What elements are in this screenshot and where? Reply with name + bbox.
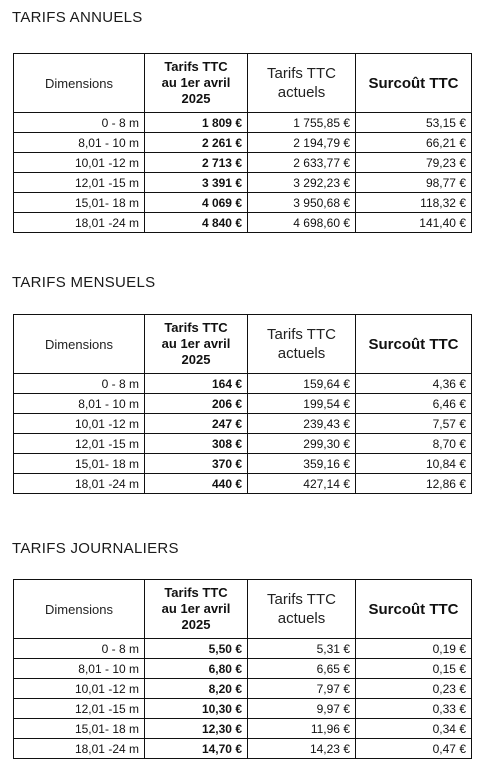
section-title: TARIFS JOURNALIERS bbox=[12, 540, 179, 557]
cell-surcharge: 66,21 € bbox=[356, 133, 472, 153]
cell-current-price: 159,64 € bbox=[248, 374, 356, 394]
table-row bbox=[14, 454, 472, 474]
table-row bbox=[14, 414, 472, 434]
cell-surcharge: 0,33 € bbox=[356, 699, 472, 719]
table-row bbox=[14, 213, 472, 233]
cell-dimension: 10,01 -12 m bbox=[14, 679, 145, 699]
cell-surcharge: 53,15 € bbox=[356, 113, 472, 133]
cell-new-price: 4 069 € bbox=[145, 193, 248, 213]
table-row bbox=[14, 719, 472, 739]
header-surcharge: Surcoût TTC bbox=[356, 315, 472, 374]
cell-surcharge: 6,46 € bbox=[356, 394, 472, 414]
cell-current-price: 6,65 € bbox=[248, 659, 356, 679]
table-row bbox=[14, 113, 472, 133]
cell-dimension: 12,01 -15 m bbox=[14, 699, 145, 719]
cell-surcharge: 98,77 € bbox=[356, 173, 472, 193]
header-new-price: Tarifs TTC au 1er avril 2025 bbox=[145, 54, 248, 113]
cell-new-price: 1 809 € bbox=[145, 113, 248, 133]
cell-current-price: 9,97 € bbox=[248, 699, 356, 719]
cell-new-price: 12,30 € bbox=[145, 719, 248, 739]
table-row bbox=[14, 699, 472, 719]
cell-dimension: 15,01- 18 m bbox=[14, 719, 145, 739]
cell-surcharge: 4,36 € bbox=[356, 374, 472, 394]
cell-new-price: 247 € bbox=[145, 414, 248, 434]
cell-current-price: 427,14 € bbox=[248, 474, 356, 494]
section-title: TARIFS MENSUELS bbox=[12, 274, 156, 291]
price-table-annual bbox=[13, 53, 472, 233]
cell-current-price: 239,43 € bbox=[248, 414, 356, 434]
header-surcharge: Surcoût TTC bbox=[356, 54, 472, 113]
header-current-price: Tarifs TTC actuels bbox=[248, 315, 356, 374]
cell-dimension: 8,01 - 10 m bbox=[14, 394, 145, 414]
header-new-price: Tarifs TTC au 1er avril 2025 bbox=[145, 580, 248, 639]
cell-new-price: 10,30 € bbox=[145, 699, 248, 719]
cell-new-price: 3 391 € bbox=[145, 173, 248, 193]
cell-dimension: 18,01 -24 m bbox=[14, 213, 145, 233]
cell-dimension: 8,01 - 10 m bbox=[14, 133, 145, 153]
cell-dimension: 10,01 -12 m bbox=[14, 153, 145, 173]
table-row bbox=[14, 153, 472, 173]
cell-current-price: 359,16 € bbox=[248, 454, 356, 474]
table-row bbox=[14, 434, 472, 454]
cell-dimension: 0 - 8 m bbox=[14, 374, 145, 394]
table-header-row bbox=[14, 54, 472, 113]
cell-new-price: 370 € bbox=[145, 454, 248, 474]
cell-dimension: 10,01 -12 m bbox=[14, 414, 145, 434]
cell-dimension: 0 - 8 m bbox=[14, 113, 145, 133]
cell-dimension: 18,01 -24 m bbox=[14, 739, 145, 759]
table-row bbox=[14, 739, 472, 759]
cell-dimension: 15,01- 18 m bbox=[14, 454, 145, 474]
header-current-price: Tarifs TTC actuels bbox=[248, 580, 356, 639]
cell-new-price: 2 713 € bbox=[145, 153, 248, 173]
cell-current-price: 299,30 € bbox=[248, 434, 356, 454]
table-row bbox=[14, 374, 472, 394]
cell-new-price: 2 261 € bbox=[145, 133, 248, 153]
cell-surcharge: 141,40 € bbox=[356, 213, 472, 233]
cell-surcharge: 0,34 € bbox=[356, 719, 472, 739]
cell-dimension: 18,01 -24 m bbox=[14, 474, 145, 494]
header-new-price: Tarifs TTC au 1er avril 2025 bbox=[145, 315, 248, 374]
cell-new-price: 164 € bbox=[145, 374, 248, 394]
table-row bbox=[14, 474, 472, 494]
cell-surcharge: 0,23 € bbox=[356, 679, 472, 699]
cell-current-price: 11,96 € bbox=[248, 719, 356, 739]
cell-current-price: 4 698,60 € bbox=[248, 213, 356, 233]
cell-dimension: 8,01 - 10 m bbox=[14, 659, 145, 679]
cell-new-price: 6,80 € bbox=[145, 659, 248, 679]
cell-dimension: 0 - 8 m bbox=[14, 639, 145, 659]
header-dimensions: Dimensions bbox=[14, 54, 145, 113]
cell-current-price: 5,31 € bbox=[248, 639, 356, 659]
cell-current-price: 2 194,79 € bbox=[248, 133, 356, 153]
cell-surcharge: 8,70 € bbox=[356, 434, 472, 454]
cell-surcharge: 79,23 € bbox=[356, 153, 472, 173]
header-current-price: Tarifs TTC actuels bbox=[248, 54, 356, 113]
table-row bbox=[14, 173, 472, 193]
cell-surcharge: 0,19 € bbox=[356, 639, 472, 659]
cell-surcharge: 118,32 € bbox=[356, 193, 472, 213]
table-header-row bbox=[14, 580, 472, 639]
cell-new-price: 14,70 € bbox=[145, 739, 248, 759]
cell-new-price: 4 840 € bbox=[145, 213, 248, 233]
cell-current-price: 3 292,23 € bbox=[248, 173, 356, 193]
cell-dimension: 12,01 -15 m bbox=[14, 173, 145, 193]
header-dimensions: Dimensions bbox=[14, 580, 145, 639]
table-header-row bbox=[14, 315, 472, 374]
table-row bbox=[14, 193, 472, 213]
cell-current-price: 1 755,85 € bbox=[248, 113, 356, 133]
cell-current-price: 2 633,77 € bbox=[248, 153, 356, 173]
table-row bbox=[14, 133, 472, 153]
cell-dimension: 15,01- 18 m bbox=[14, 193, 145, 213]
cell-current-price: 199,54 € bbox=[248, 394, 356, 414]
header-dimensions: Dimensions bbox=[14, 315, 145, 374]
cell-new-price: 308 € bbox=[145, 434, 248, 454]
table-row bbox=[14, 679, 472, 699]
price-table-daily bbox=[13, 579, 472, 759]
cell-current-price: 14,23 € bbox=[248, 739, 356, 759]
cell-surcharge: 10,84 € bbox=[356, 454, 472, 474]
cell-new-price: 206 € bbox=[145, 394, 248, 414]
cell-surcharge: 0,47 € bbox=[356, 739, 472, 759]
header-surcharge: Surcoût TTC bbox=[356, 580, 472, 639]
table-row bbox=[14, 639, 472, 659]
cell-new-price: 440 € bbox=[145, 474, 248, 494]
cell-dimension: 12,01 -15 m bbox=[14, 434, 145, 454]
cell-current-price: 3 950,68 € bbox=[248, 193, 356, 213]
cell-surcharge: 0,15 € bbox=[356, 659, 472, 679]
table-row bbox=[14, 394, 472, 414]
section-title: TARIFS ANNUELS bbox=[12, 9, 143, 26]
cell-new-price: 5,50 € bbox=[145, 639, 248, 659]
cell-surcharge: 7,57 € bbox=[356, 414, 472, 434]
cell-surcharge: 12,86 € bbox=[356, 474, 472, 494]
table-row bbox=[14, 659, 472, 679]
cell-new-price: 8,20 € bbox=[145, 679, 248, 699]
cell-current-price: 7,97 € bbox=[248, 679, 356, 699]
price-table-monthly bbox=[13, 314, 472, 494]
